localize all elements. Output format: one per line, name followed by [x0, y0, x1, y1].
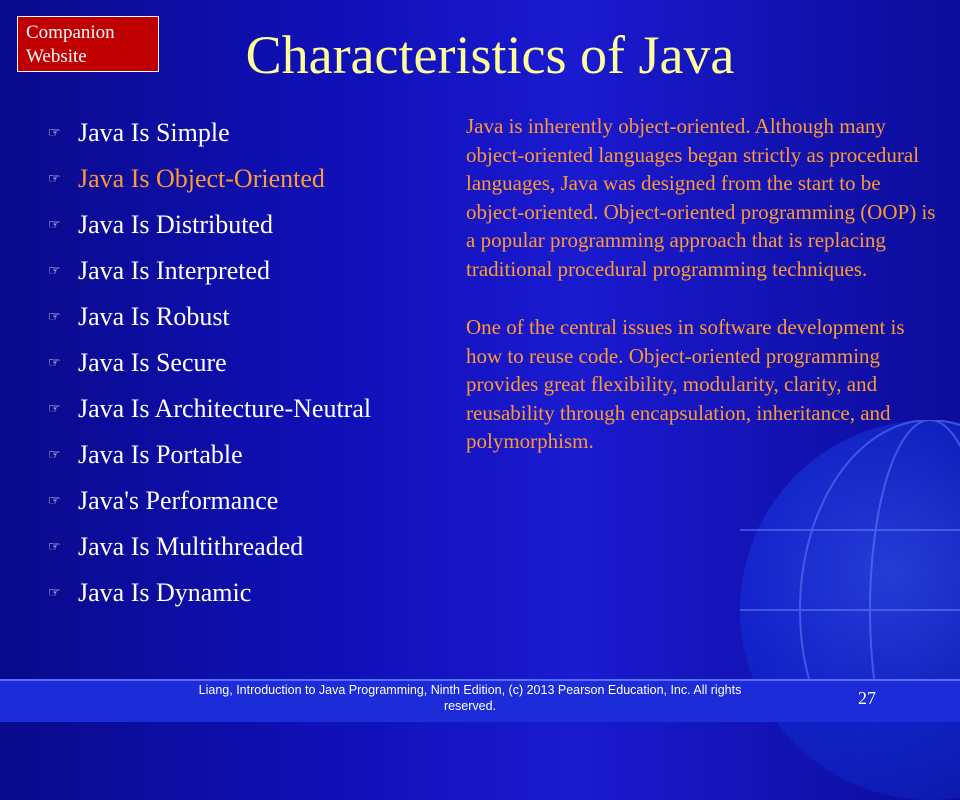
- pointing-hand-icon: ☞: [48, 539, 61, 555]
- pointing-hand-icon: ☞: [48, 171, 61, 187]
- pointing-hand-icon: ☞: [48, 447, 61, 463]
- bullet-item: [48, 294, 371, 340]
- pointing-hand-icon: ☞: [48, 493, 61, 509]
- bullet-label: Java Is Portable: [78, 440, 243, 469]
- bullet-item: [48, 524, 371, 570]
- bullet-label: Java Is Simple: [78, 118, 230, 147]
- description-text: [466, 112, 936, 486]
- pointing-hand-icon: ☞: [48, 217, 61, 233]
- pointing-hand-icon: ☞: [48, 263, 61, 279]
- pointing-hand-icon: ☞: [48, 125, 61, 141]
- bullet-item: [48, 202, 371, 248]
- bullet-label: Java Is Robust: [78, 302, 230, 331]
- bullet-list: [48, 110, 371, 616]
- bullet-label: Java Is Interpreted: [78, 256, 271, 285]
- page-number: 27: [858, 688, 876, 708]
- bullet-item: [48, 432, 371, 478]
- slide-title: Characteristics of Java: [245, 25, 735, 85]
- bullet-item: [48, 110, 371, 156]
- pointing-hand-icon: ☞: [48, 355, 61, 371]
- bullet-label: Java Is Dynamic: [78, 578, 252, 607]
- companion-label-line2: Website: [26, 46, 87, 67]
- bullet-item: [48, 156, 371, 202]
- bullet-label: Java Is Object-Oriented: [78, 164, 325, 193]
- bullet-label: Java Is Multithreaded: [78, 532, 304, 561]
- bullet-item: [48, 570, 371, 616]
- bullet-item: [48, 248, 371, 294]
- description-paragraph-1: Java is inherently object-oriented. Although many object-oriented languages began strictly as procedural languages, Java was designed from the start to be object-oriented. Object-oriented programming (OOP) is a popular programming approach that is replacing traditional procedural programming techniques.: [466, 114, 936, 281]
- pointing-hand-icon: ☞: [48, 309, 61, 325]
- bullet-label: Java Is Secure: [78, 348, 227, 377]
- bullet-item: [48, 340, 371, 386]
- companion-label-line1: Companion: [26, 22, 115, 43]
- pointing-hand-icon: ☞: [48, 401, 61, 417]
- bullet-label: Java's Performance: [78, 486, 279, 515]
- pointing-hand-icon: ☞: [48, 585, 61, 601]
- bullet-label: Java Is Architecture-Neutral: [78, 394, 372, 423]
- bullet-item: [48, 386, 371, 432]
- bullet-label: Java Is Distributed: [78, 210, 273, 239]
- bullet-item: [48, 478, 371, 524]
- description-paragraph-2: One of the central issues in software development is how to reuse code. Object-oriented programming provides great flexibility, modularity, clarity, and reusability through encapsulation, inheritance, and polymorphism.: [466, 315, 905, 453]
- footer-copyright: Liang, Introduction to Java Programming, Ninth Edition, (c) 2013 Pearson Education, Inc. All rights reserved.: [198, 683, 742, 713]
